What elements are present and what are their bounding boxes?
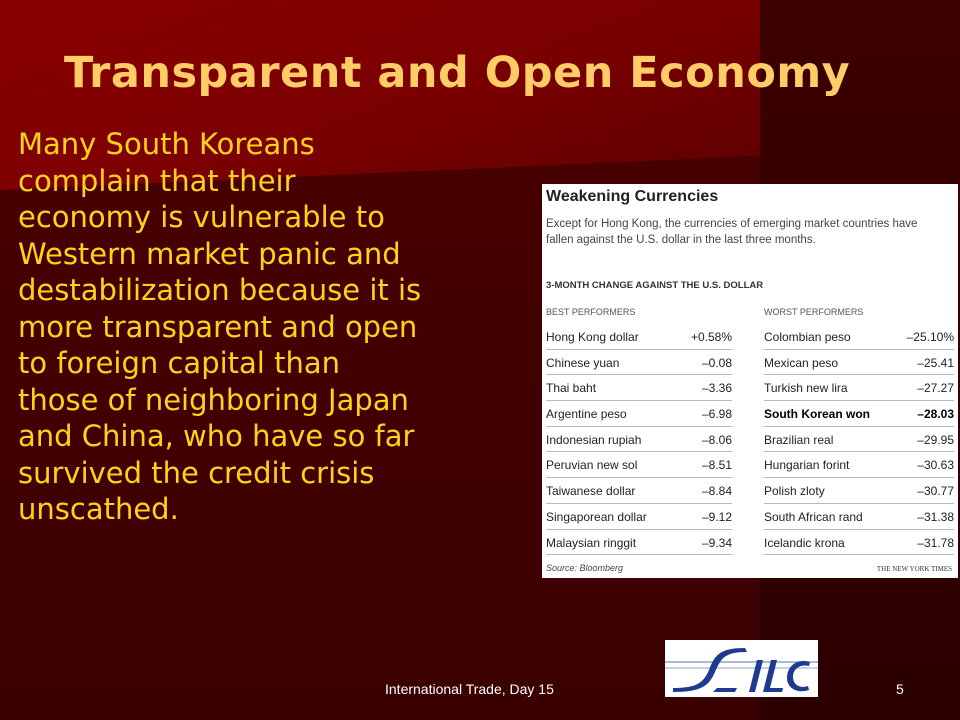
clipping-section-heading: 3-MONTH CHANGE AGAINST THE U.S. DOLLAR (546, 280, 764, 291)
currency-change: –9.12 (701, 509, 732, 524)
currency-change: –0.08 (701, 355, 732, 370)
table-row (546, 452, 732, 478)
currency-change: –8.51 (701, 458, 732, 473)
currency-name: Argentine peso (546, 407, 627, 422)
currency-name: Taiwanese dollar (546, 484, 636, 499)
currency-change: –9.34 (701, 535, 732, 550)
table-row (764, 427, 954, 453)
clipping-source: Source: Bloomberg (546, 563, 624, 573)
currency-change: –31.38 (917, 509, 954, 524)
body-line: destabilization because it is (18, 273, 422, 307)
slide-footer: International Trade, Day 15 (385, 681, 554, 697)
currency-name: Polish zloty (764, 484, 825, 499)
currency-name: Indonesian rupiah (546, 432, 642, 447)
body-line: economy is vulnerable to (18, 200, 385, 234)
currency-name: Singaporean dollar (546, 509, 647, 524)
table-row (546, 478, 732, 504)
currency-name: Peruvian new sol (546, 458, 638, 473)
currency-change: –6.98 (701, 407, 732, 422)
currency-name: Mexican peso (764, 355, 839, 370)
table-row (546, 530, 732, 556)
table-row-highlighted (764, 401, 954, 427)
table-row (764, 324, 954, 350)
silc-logo-icon (665, 640, 818, 697)
body-line: those of neighboring Japan (18, 382, 409, 417)
table-row (546, 427, 732, 453)
currency-change: –30.77 (917, 484, 954, 499)
newspaper-clipping (542, 184, 958, 578)
currency-change: –27.27 (917, 381, 954, 396)
currency-name: Thai baht (546, 381, 597, 396)
table-row (546, 324, 732, 350)
table-row (764, 350, 954, 376)
currency-change: –8.06 (701, 432, 732, 447)
body-line: Western market panic and (18, 236, 401, 271)
body-line: complain that their (18, 163, 296, 198)
body-line: unscathed. (18, 492, 179, 526)
slide-title: Transparent and Open Economy (64, 48, 851, 98)
currency-name: Malaysian ringgit (546, 535, 637, 550)
table-row (546, 504, 732, 530)
body-line: Many South Koreans (18, 127, 315, 161)
best-performers-heading: BEST PERFORMERS (546, 307, 636, 317)
currency-change: –25.10% (906, 330, 954, 344)
currency-change: –30.63 (917, 458, 954, 473)
table-row (764, 375, 954, 401)
table-row (546, 350, 732, 376)
table-row (764, 478, 954, 504)
body-line: and China, who have so far (18, 419, 415, 453)
table-row (546, 375, 732, 401)
body-line: survived the credit crisis (18, 455, 375, 490)
body-line: more transparent and open (18, 309, 418, 344)
best-performers-list (546, 324, 736, 555)
table-row (764, 504, 954, 530)
currency-name: Icelandic krona (764, 535, 845, 550)
currency-name: South African rand (764, 509, 863, 524)
currency-name: South Korean won (764, 407, 870, 422)
currency-change: –28.03 (917, 407, 954, 422)
worst-performers-heading: WORST PERFORMERS (764, 307, 864, 317)
currency-name: Turkish new lira (764, 381, 848, 396)
currency-name: Colombian peso (764, 330, 851, 344)
currency-change: –29.95 (917, 432, 954, 447)
currency-change: –3.36 (701, 381, 732, 396)
body-line: to foreign capital than (18, 346, 340, 380)
table-row (764, 530, 954, 556)
clipping-subtitle: Except for Hong Kong, the currencies of emerging market countries have fallen against the U.S. dollar in the last three months. (546, 218, 918, 246)
currency-change: –25.41 (917, 355, 954, 370)
table-row (546, 401, 732, 427)
currency-name: Brazilian real (764, 432, 834, 447)
page-number: 5 (896, 681, 904, 697)
table-row (764, 452, 954, 478)
currency-change: +0.58% (690, 330, 732, 344)
currency-change: –8.84 (701, 484, 732, 499)
currency-name: Hong Kong dollar (546, 330, 639, 344)
currency-name: Chinese yuan (546, 355, 620, 370)
currency-change: –31.78 (917, 535, 954, 550)
clipping-title: Weakening Currencies (546, 188, 719, 205)
body-text (18, 126, 538, 528)
currency-name: Hungarian forint (764, 458, 850, 473)
worst-performers-list (764, 324, 954, 555)
clipping-credit: THE NEW YORK TIMES (876, 565, 952, 573)
